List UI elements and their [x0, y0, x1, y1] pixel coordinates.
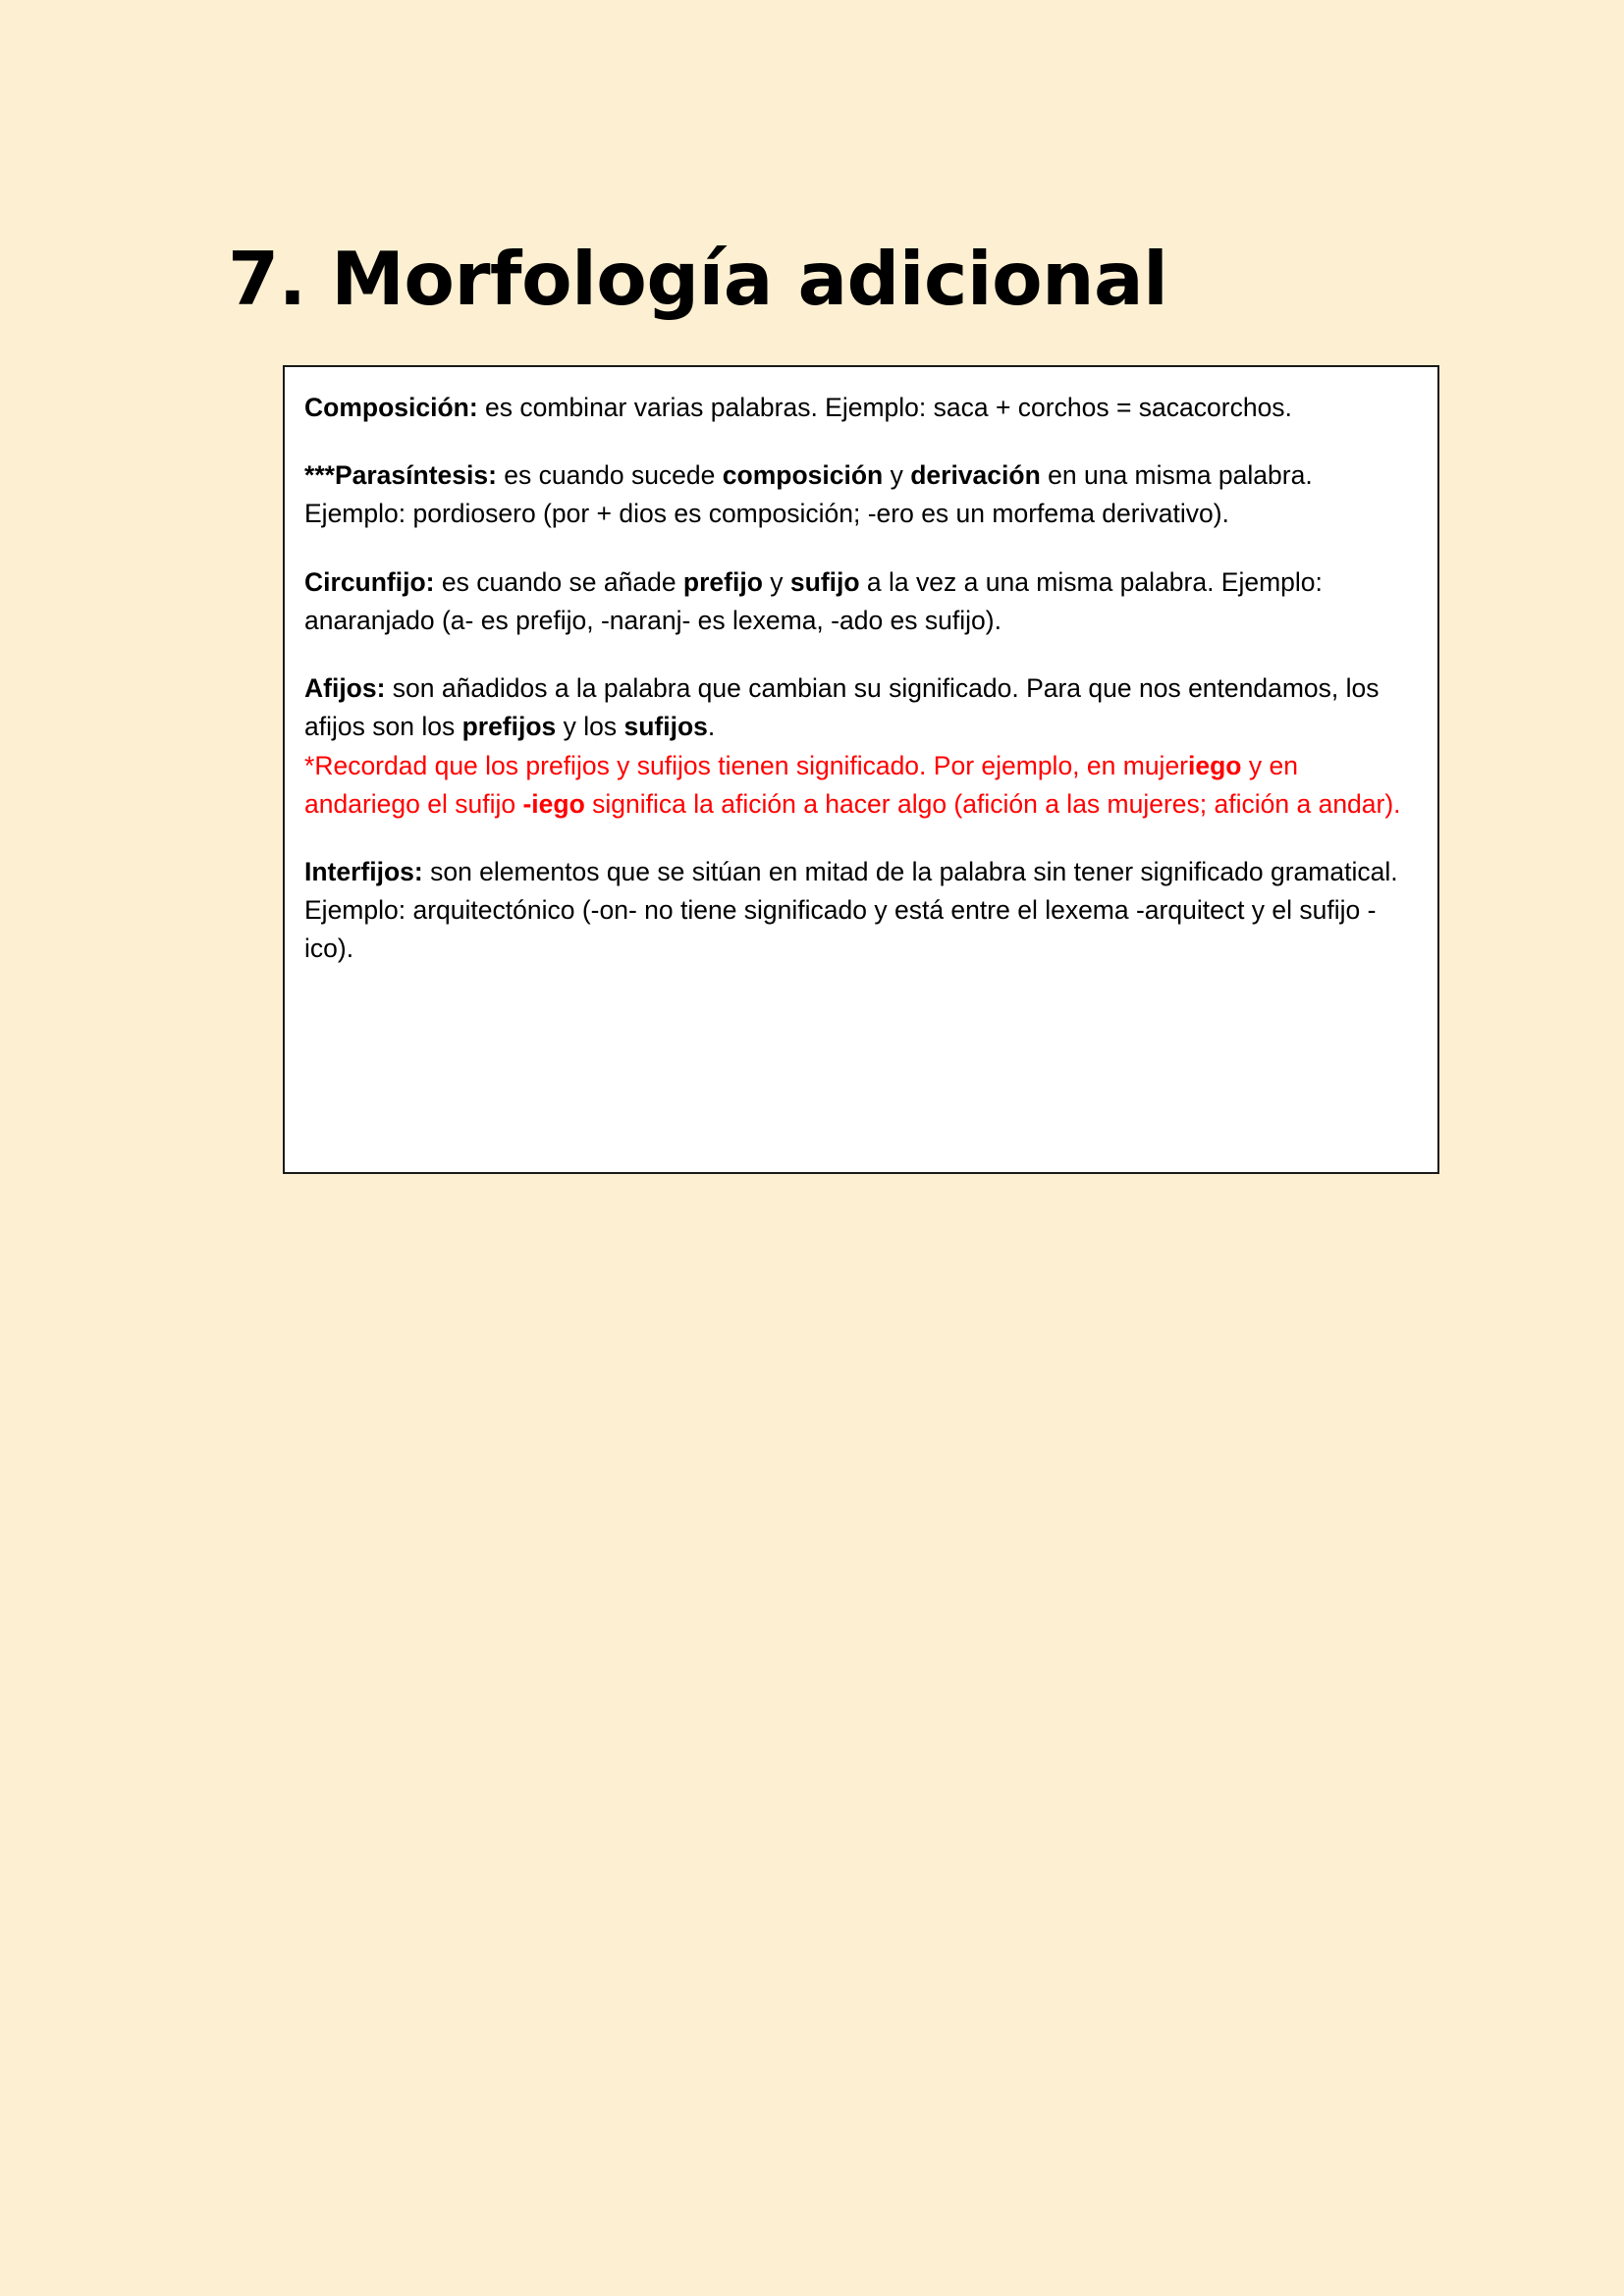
red-emphasis-iego: iego [1188, 750, 1242, 780]
emphasis-derivacion: derivación [910, 460, 1041, 491]
red-text-1: *Recordad que los prefijos y sufijos tienen significado. Por ejemplo, en mujer [304, 750, 1189, 780]
emphasis-prefijos: prefijos [461, 712, 557, 742]
emphasis-composicion: composición [722, 460, 884, 491]
term-parasintesis: ***Parasíntesis: [304, 460, 497, 491]
paragraph-interfijos [304, 853, 1412, 969]
red-text-2: y en andariego el sufijo [304, 750, 1298, 819]
text-afijos-1: son añadidos a la palabra que cambian su significado. Para que nos entendamos, los afijos son los [304, 673, 1380, 742]
text-afijos-3: . [707, 712, 716, 742]
red-text-3: significa la afición a hacer algo (afición a las mujeres; afición a andar). [584, 788, 1401, 819]
note-box [283, 365, 1439, 1174]
emphasis-sufijos: sufijos [623, 712, 708, 742]
red-emphasis-suffix-iego: -iego [522, 788, 585, 819]
text-parasintesis-2: y [883, 460, 911, 491]
emphasis-prefijo: prefijo [682, 566, 763, 597]
note-body [304, 389, 1412, 969]
text-circunfijo-3: a la vez a una misma palabra. Ejemplo: anaranjado (a- es prefijo, -naranj- es lexema, -ado es sufijo). [304, 566, 1323, 635]
text-parasintesis-3: en una misma palabra. Ejemplo: pordiosero (por + dios es composición; -ero es un morfema derivativo). [304, 460, 1313, 529]
text-circunfijo-2: y [762, 566, 790, 597]
term-composicion: Composición: [304, 393, 478, 422]
red-note-afijos [304, 751, 1401, 819]
term-circunfijo: Circunfijo: [304, 566, 435, 597]
emphasis-sufijo: sufijo [789, 566, 860, 597]
text-composicion: es combinar varias palabras. Ejemplo: saca + corchos = sacacorchos. [477, 393, 1292, 422]
text-interfijos: son elementos que se sitúan en mitad de la palabra sin tener significado gramatical. Ejemplo: arquitectónico (-on- no tiene significado y está entre el lexema -arquitect y el sufijo -ico). [304, 856, 1398, 964]
text-circunfijo-1: es cuando se añade [434, 566, 683, 597]
paragraph-parasintesis [304, 456, 1412, 533]
paragraph-circunfijo [304, 563, 1412, 640]
text-parasintesis-1: es cuando sucede [496, 460, 723, 491]
text-afijos-2: y los [556, 712, 624, 742]
term-interfijos: Interfijos: [304, 856, 423, 886]
page-title: 7. Morfología adicional [228, 236, 1168, 323]
paragraph-afijos [304, 669, 1412, 824]
paragraph-composicion [304, 389, 1412, 427]
term-afijos: Afijos: [304, 673, 386, 704]
